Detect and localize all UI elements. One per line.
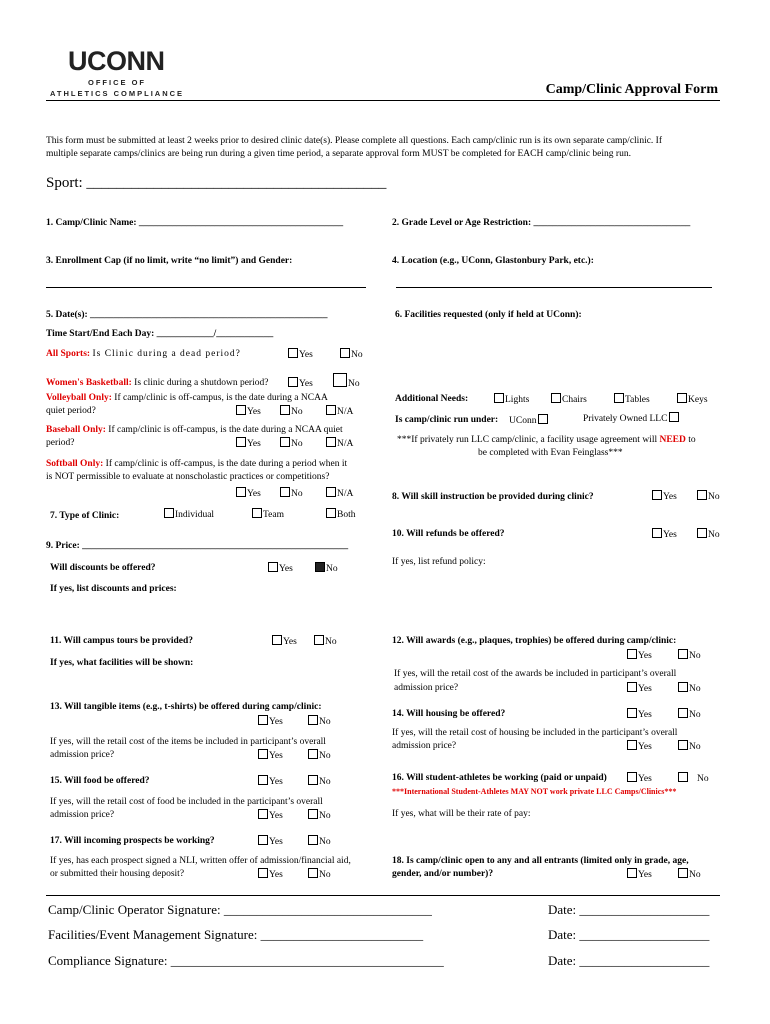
option-label: No bbox=[291, 439, 303, 449]
q14-no[interactable] bbox=[678, 708, 701, 720]
option-label: Yes bbox=[247, 407, 261, 417]
volleyball-yes[interactable] bbox=[236, 405, 261, 417]
option-label: No bbox=[348, 379, 360, 389]
checkbox[interactable] bbox=[236, 487, 246, 497]
option-label: Yes bbox=[299, 379, 313, 389]
q9-price[interactable]: 9. Price: ________________________________________________________ bbox=[46, 541, 349, 551]
type-individual[interactable] bbox=[164, 508, 214, 520]
checkbox[interactable] bbox=[551, 393, 561, 403]
option-label: Yes bbox=[663, 530, 677, 540]
volleyball-text-1: If camp/clinic is off-campus, is the date during a NCAA bbox=[114, 393, 328, 403]
q16-international-note: ***International Student-Athletes MAY NOT work private LLC Camps/Clinics*** bbox=[392, 787, 677, 796]
sport-field[interactable]: Sport: ________________________________________ bbox=[46, 175, 387, 191]
option-label: Team bbox=[263, 510, 284, 520]
baseball-text-2: period? bbox=[46, 438, 75, 448]
option-label: N/A bbox=[337, 489, 354, 499]
q4-answer-line[interactable] bbox=[396, 287, 712, 288]
softball-no[interactable] bbox=[280, 487, 303, 499]
option-label: No bbox=[319, 777, 331, 787]
uconn-logo: UCONN bbox=[68, 46, 165, 76]
option-label: No bbox=[689, 742, 701, 752]
option-label: Yes bbox=[638, 684, 652, 694]
checkbox[interactable] bbox=[678, 649, 688, 659]
q14-follow-2: admission price? bbox=[392, 741, 457, 751]
option-label: Tables bbox=[625, 395, 650, 405]
womens-basketball-no[interactable] bbox=[333, 373, 360, 389]
option-label: No bbox=[708, 492, 720, 502]
q12-no[interactable] bbox=[678, 649, 701, 661]
logo-athletics-compliance: ATHLETICS COMPLIANCE bbox=[50, 89, 185, 98]
volleyball-label: Volleyball Only: bbox=[46, 393, 112, 403]
softball-na[interactable] bbox=[326, 487, 353, 499]
q15-follow-1: If yes, will the retail cost of food be included in the participant’s overall bbox=[50, 797, 323, 807]
all-sports-question bbox=[46, 349, 241, 359]
womens-basketball-label: Women's Basketball: bbox=[46, 378, 132, 388]
q11-campus-tours: 11. Will campus tours be provided? bbox=[50, 636, 194, 646]
q13-yes[interactable] bbox=[258, 715, 283, 727]
baseball-label: Baseball Only: bbox=[46, 425, 106, 435]
q10-no[interactable] bbox=[697, 528, 720, 540]
q14-follow-yes[interactable] bbox=[627, 740, 652, 752]
checkbox[interactable] bbox=[627, 682, 637, 692]
llc-note-line-1 bbox=[397, 435, 696, 445]
baseball-question bbox=[46, 425, 343, 435]
softball-text-2: is NOT permissible to evaluate at nonscholastic practices or competitions? bbox=[46, 472, 330, 482]
option-label: Lights bbox=[505, 395, 530, 405]
volleyball-na[interactable] bbox=[326, 405, 353, 417]
all-sports-label: All Sports: bbox=[46, 349, 91, 359]
intro-line-2: multiple separate camps/clinics are being run during a given time period, a separate approval form MUST be completed for EACH camp/clinic being run. bbox=[46, 149, 631, 159]
baseball-yes[interactable] bbox=[236, 437, 261, 449]
signature-divider bbox=[46, 895, 720, 896]
option-label: Yes bbox=[638, 710, 652, 720]
q13-no[interactable] bbox=[308, 715, 331, 727]
q1-camp-name[interactable]: 1. Camp/Clinic Name: ___________________________________________ bbox=[46, 218, 344, 228]
q4-location: 4. Location (e.g., UConn, Glastonbury Park, etc.): bbox=[392, 256, 594, 266]
checkbox[interactable] bbox=[494, 393, 504, 403]
volleyball-no[interactable] bbox=[280, 405, 303, 417]
q12-yes[interactable] bbox=[627, 649, 652, 661]
checkbox[interactable] bbox=[164, 508, 174, 518]
checkbox[interactable] bbox=[627, 740, 637, 750]
checkbox[interactable] bbox=[677, 393, 687, 403]
q14-housing: 14. Will housing be offered? bbox=[392, 709, 506, 719]
checkbox[interactable] bbox=[627, 649, 637, 659]
checkbox[interactable] bbox=[258, 835, 268, 845]
operator-date[interactable]: Date: ____________________ bbox=[548, 902, 710, 917]
checkbox[interactable] bbox=[314, 635, 324, 645]
checkbox[interactable] bbox=[652, 490, 662, 500]
option-label: No bbox=[319, 870, 331, 880]
q12-follow-no[interactable] bbox=[678, 682, 701, 694]
checkbox[interactable] bbox=[326, 487, 336, 497]
q17-follow-1: If yes, has each prospect signed a NLI, written offer of admission/financial aid, bbox=[50, 856, 351, 866]
q12-follow-1: If yes, will the retail cost of the awards be included in participant’s overall bbox=[394, 669, 677, 679]
option-label: No bbox=[689, 684, 701, 694]
q15-follow-2: admission price? bbox=[50, 810, 115, 820]
q12-follow-yes[interactable] bbox=[627, 682, 652, 694]
run-under-label: Is camp/clinic run under: bbox=[395, 415, 499, 425]
llc-note-to: to bbox=[688, 435, 696, 445]
q6-facilities: 6. Facilities requested (only if held at UConn): bbox=[395, 310, 582, 320]
q13-tangible-items: 13. Will tangible items (e.g., t-shirts) be offered during camp/clinic: bbox=[50, 702, 322, 712]
intro-line-1: This form must be submitted at least 2 weeks prior to desired clinic date(s). Please complete all questions. Each camp/clinic run is its own separate camp/clinic. If bbox=[46, 136, 663, 146]
softball-yes[interactable] bbox=[236, 487, 261, 499]
checkbox[interactable] bbox=[308, 835, 318, 845]
checkbox[interactable] bbox=[333, 373, 347, 387]
option-label: Keys bbox=[688, 395, 708, 405]
option-label: No bbox=[319, 811, 331, 821]
q12-follow-2: admission price? bbox=[394, 683, 459, 693]
q17-follow-2: or submitted their housing deposit? bbox=[50, 869, 185, 879]
option-label: Yes bbox=[638, 651, 652, 661]
checkbox-checked[interactable] bbox=[315, 562, 325, 572]
q18-open-entrants-2: gender, and/or number)? bbox=[392, 869, 494, 879]
q11-no[interactable] bbox=[314, 635, 337, 647]
q7-type-of-clinic: 7. Type of Clinic: bbox=[50, 511, 120, 521]
q15-food: 15. Will food be offered? bbox=[50, 776, 150, 786]
discounts-yes[interactable] bbox=[268, 562, 293, 574]
q17-follow-no[interactable] bbox=[308, 868, 331, 880]
softball-label: Softball Only: bbox=[46, 459, 104, 469]
option-label: Yes bbox=[663, 492, 677, 502]
needs-lights[interactable] bbox=[494, 393, 529, 405]
additional-needs-label: Additional Needs: bbox=[395, 394, 469, 404]
q13-follow-yes[interactable] bbox=[258, 749, 283, 761]
option-label: Yes bbox=[299, 350, 313, 360]
baseball-text-1: If camp/clinic is off-campus, is the date during a NCAA quiet bbox=[108, 425, 343, 435]
q17-prospects: 17. Will incoming prospects be working? bbox=[50, 836, 215, 846]
type-both[interactable] bbox=[326, 508, 355, 520]
q17-no[interactable] bbox=[308, 835, 331, 847]
checkbox[interactable] bbox=[652, 528, 662, 538]
q18-yes[interactable] bbox=[627, 868, 652, 880]
q14-follow-no[interactable] bbox=[678, 740, 701, 752]
checkbox[interactable] bbox=[272, 635, 282, 645]
option-label: N/A bbox=[337, 407, 354, 417]
checkbox[interactable] bbox=[308, 868, 318, 878]
option-label: Both bbox=[337, 510, 356, 520]
checkbox[interactable] bbox=[236, 437, 246, 447]
checkbox[interactable] bbox=[678, 708, 688, 718]
checkbox[interactable] bbox=[678, 772, 688, 782]
q15-follow-yes[interactable] bbox=[258, 809, 283, 821]
volleyball-text-2: quiet period? bbox=[46, 406, 96, 416]
q8-yes[interactable] bbox=[652, 490, 677, 502]
womens-basketball-question bbox=[46, 378, 268, 388]
option-label: Yes bbox=[269, 751, 283, 761]
womens-basketball-text: Is clinic during a shutdown period? bbox=[134, 378, 269, 388]
option-label: No bbox=[291, 407, 303, 417]
checkbox[interactable] bbox=[258, 809, 268, 819]
checkbox[interactable] bbox=[252, 508, 262, 518]
time-start-end[interactable]: Time Start/End Each Day: ____________/____________ bbox=[46, 329, 274, 339]
checkbox[interactable] bbox=[627, 708, 637, 718]
checkbox[interactable] bbox=[308, 809, 318, 819]
q17-yes[interactable] bbox=[258, 835, 283, 847]
checkbox[interactable] bbox=[308, 775, 318, 785]
checkbox[interactable] bbox=[697, 528, 707, 538]
operator-signature[interactable]: Camp/Clinic Operator Signature: ________________________________ bbox=[48, 902, 432, 917]
q15-yes[interactable] bbox=[258, 775, 283, 787]
checkbox[interactable] bbox=[326, 405, 336, 415]
q13-follow-2: admission price? bbox=[50, 750, 115, 760]
option-label: Chairs bbox=[562, 395, 587, 405]
checkbox[interactable] bbox=[669, 412, 679, 422]
option-label: Yes bbox=[283, 637, 297, 647]
checkbox[interactable] bbox=[280, 487, 290, 497]
checkbox[interactable] bbox=[627, 868, 637, 878]
checkbox[interactable] bbox=[280, 405, 290, 415]
checkbox[interactable] bbox=[268, 562, 278, 572]
facilities-signature[interactable]: Facilities/Event Management Signature: _________________________ bbox=[48, 927, 424, 942]
option-label: No bbox=[319, 717, 331, 727]
option-label: No bbox=[291, 489, 303, 499]
option-label: UConn bbox=[509, 416, 537, 426]
q16-no[interactable] bbox=[678, 772, 709, 784]
option-label: No bbox=[697, 774, 709, 784]
q16-yes[interactable] bbox=[627, 772, 652, 784]
q15-follow-no[interactable] bbox=[308, 809, 331, 821]
q12-awards: 12. Will awards (e.g., plaques, trophies) be offered during camp/clinic: bbox=[392, 636, 677, 646]
checkbox[interactable] bbox=[697, 490, 707, 500]
option-label: No bbox=[326, 564, 338, 574]
option-label: Yes bbox=[247, 439, 261, 449]
refund-policy[interactable]: If yes, list refund policy: bbox=[392, 557, 486, 567]
checkbox[interactable] bbox=[258, 715, 268, 725]
option-label: Yes bbox=[269, 837, 283, 847]
option-label: N/A bbox=[337, 439, 354, 449]
checkbox[interactable] bbox=[678, 682, 688, 692]
llc-note-line-2: be completed with Evan Feinglass*** bbox=[478, 448, 623, 458]
option-label: No bbox=[351, 350, 363, 360]
q3-enrollment-cap: 3. Enrollment Cap (if no limit, write “no limit”) and Gender: bbox=[46, 256, 293, 266]
discounts-list[interactable]: If yes, list discounts and prices: bbox=[50, 584, 177, 594]
all-sports-yes[interactable] bbox=[288, 348, 313, 360]
q8-no[interactable] bbox=[697, 490, 720, 502]
checkbox[interactable] bbox=[326, 508, 336, 518]
discounts-question: Will discounts be offered? bbox=[50, 563, 156, 573]
checkbox[interactable] bbox=[280, 437, 290, 447]
q18-no[interactable] bbox=[678, 868, 701, 880]
checkbox[interactable] bbox=[288, 377, 298, 387]
checkbox[interactable] bbox=[538, 414, 548, 424]
option-label: Yes bbox=[247, 489, 261, 499]
option-label: Yes bbox=[638, 742, 652, 752]
q14-follow-1: If yes, will the retail cost of housing be included in the participant’s overall bbox=[392, 728, 678, 738]
checkbox[interactable] bbox=[678, 868, 688, 878]
softball-question bbox=[46, 459, 347, 469]
volleyball-question bbox=[46, 393, 328, 403]
option-label: No bbox=[325, 637, 337, 647]
q2-grade-level[interactable]: 2. Grade Level or Age Restriction: _________________________________ bbox=[392, 218, 691, 228]
q10-yes[interactable] bbox=[652, 528, 677, 540]
run-under-private-llc[interactable] bbox=[583, 412, 680, 424]
q11-yes[interactable] bbox=[272, 635, 297, 647]
form-title: Camp/Clinic Approval Form bbox=[545, 82, 718, 97]
logo-office-of: OFFICE OF bbox=[88, 78, 146, 87]
option-label: No bbox=[319, 751, 331, 761]
option-label: Yes bbox=[269, 717, 283, 727]
title-rule bbox=[46, 100, 720, 101]
llc-note-text: ***If privately run LLC camp/clinic, a facility usage agreement will bbox=[397, 435, 658, 445]
checkbox[interactable] bbox=[258, 775, 268, 785]
womens-basketball-yes[interactable] bbox=[288, 377, 313, 389]
checkbox[interactable] bbox=[326, 437, 336, 447]
compliance-signature[interactable]: Compliance Signature: __________________________________________ bbox=[48, 953, 444, 968]
option-label: No bbox=[689, 870, 701, 880]
checkbox[interactable] bbox=[236, 405, 246, 415]
q15-no[interactable] bbox=[308, 775, 331, 787]
run-under-uconn[interactable] bbox=[509, 414, 549, 426]
facilities-date[interactable]: Date: ____________________ bbox=[548, 927, 710, 942]
checkbox[interactable] bbox=[627, 772, 637, 782]
option-label: Yes bbox=[269, 777, 283, 787]
needs-tables[interactable] bbox=[614, 393, 650, 405]
checkbox[interactable] bbox=[258, 749, 268, 759]
option-label: No bbox=[689, 710, 701, 720]
option-label: No bbox=[708, 530, 720, 540]
option-label: Yes bbox=[638, 870, 652, 880]
q10-refunds: 10. Will refunds be offered? bbox=[392, 529, 505, 539]
compliance-date[interactable]: Date: ____________________ bbox=[548, 953, 710, 968]
option-label: Yes bbox=[279, 564, 293, 574]
q11-follow[interactable]: If yes, what facilities will be shown: bbox=[50, 658, 194, 668]
q5-dates[interactable]: 5. Date(s): __________________________________________________ bbox=[46, 310, 328, 320]
all-sports-no[interactable] bbox=[340, 348, 363, 360]
type-team[interactable] bbox=[252, 508, 284, 520]
checkbox[interactable] bbox=[308, 715, 318, 725]
q17-follow-yes[interactable] bbox=[258, 868, 283, 880]
needs-keys[interactable] bbox=[677, 393, 708, 405]
q13-follow-no[interactable] bbox=[308, 749, 331, 761]
option-label: Yes bbox=[269, 870, 283, 880]
q3-answer-line[interactable] bbox=[46, 287, 366, 288]
baseball-no[interactable] bbox=[280, 437, 303, 449]
checkbox[interactable] bbox=[308, 749, 318, 759]
option-label: Privately Owned LLC bbox=[583, 414, 668, 424]
checkbox[interactable] bbox=[258, 868, 268, 878]
all-sports-text: Is Clinic during a dead period? bbox=[92, 349, 241, 359]
option-label: No bbox=[319, 837, 331, 847]
option-label: No bbox=[689, 651, 701, 661]
q16-follow[interactable]: If yes, what will be their rate of pay: bbox=[392, 809, 531, 819]
q14-yes[interactable] bbox=[627, 708, 652, 720]
q16-student-athletes: 16. Will student-athletes be working (paid or unpaid) bbox=[392, 773, 607, 783]
needs-chairs[interactable] bbox=[551, 393, 587, 405]
discounts-no[interactable] bbox=[315, 562, 338, 574]
option-label: Yes bbox=[269, 811, 283, 821]
option-label: Yes bbox=[638, 774, 652, 784]
checkbox[interactable] bbox=[340, 348, 350, 358]
baseball-na[interactable] bbox=[326, 437, 353, 449]
llc-note-need: NEED bbox=[659, 435, 686, 445]
softball-text-1: If camp/clinic is off-campus, is the date during a period when it bbox=[105, 459, 348, 469]
q8-skill-instruction: 8. Will skill instruction be provided during clinic? bbox=[392, 492, 594, 502]
q18-open-entrants-1: 18. Is camp/clinic open to any and all entrants (limited only in grade, age, bbox=[392, 856, 689, 866]
checkbox[interactable] bbox=[288, 348, 298, 358]
option-label: Individual bbox=[175, 510, 215, 520]
q13-follow-1: If yes, will the retail cost of the items be included in participant’s overall bbox=[50, 737, 326, 747]
checkbox[interactable] bbox=[614, 393, 624, 403]
checkbox[interactable] bbox=[678, 740, 688, 750]
